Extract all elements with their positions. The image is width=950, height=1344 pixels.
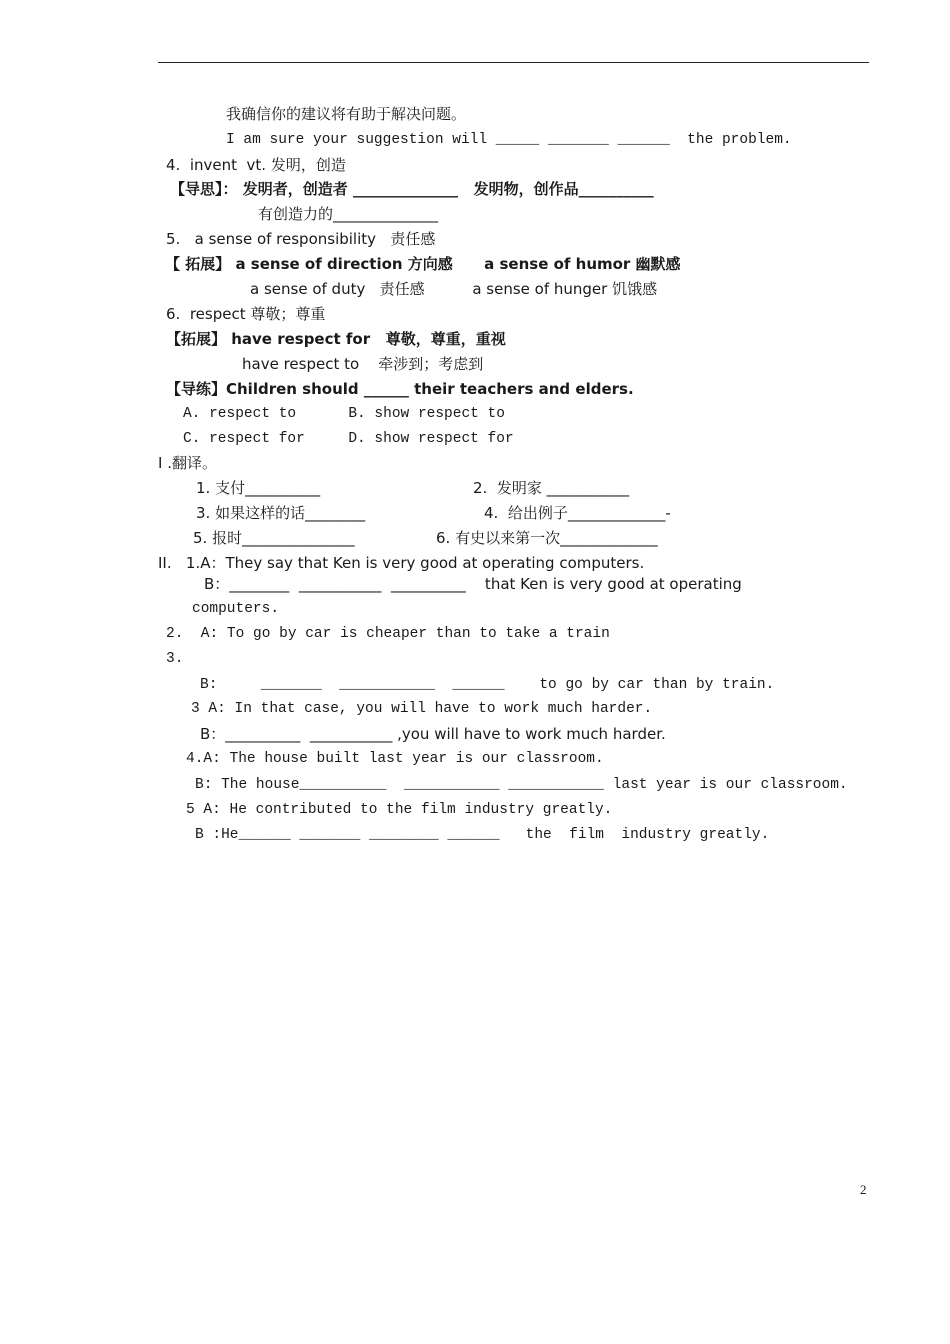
text-line: computers. — [192, 601, 280, 617]
text-line: 1. 支付__________ — [196, 479, 321, 497]
text-line: 4. 给出例子_____________- — [484, 504, 671, 522]
text-line: C. respect for D. show respect for — [183, 431, 514, 447]
text-line: B: _______ ___________ ______ to go by car than by train. — [200, 677, 775, 693]
text-line: 3. 如果这样的话________ — [196, 504, 366, 522]
text-line: 【拓展】 have respect for 尊敬，尊重，重视 — [166, 330, 506, 348]
text-line: II. 1.A：They say that Ken is very good at operating computers. — [158, 554, 645, 572]
text-line: have respect to 牵涉到；考虑到 — [242, 355, 484, 373]
text-line: a sense of duty 责任感 a sense of hunger 饥饿感 — [250, 280, 658, 298]
text-line: I .翻译。 — [158, 454, 217, 472]
text-line: 4.A: The house built last year is our classroom. — [186, 751, 604, 767]
text-line: 【 拓展】 a sense of direction 方向感 a sense of humor 幽默感 — [165, 255, 681, 273]
text-line: 3 A: In that case, you will have to work much harder. — [191, 701, 653, 717]
text-line: 3. — [166, 651, 184, 667]
text-line: 2. A: To go by car is cheaper than to take a train — [166, 626, 610, 642]
text-line: B :He______ _______ ________ ______ the film industry greatly. — [195, 827, 770, 843]
text-line: B：__________ ___________ ,you will have to work much harder. — [200, 725, 666, 743]
text-line: 6. 有史以来第一次_____________ — [436, 529, 658, 547]
text-line: 4. invent vt. 发明，创造 — [166, 156, 346, 174]
text-line: 5. 报时_______________ — [193, 529, 355, 547]
text-line: B: The house__________ ___________ ___________ last year is our classroom. — [195, 777, 848, 793]
text-line: 【导思】： 发明者，创造者 ______________ 发明物，创作品__________ — [170, 180, 654, 198]
text-line: 【导练】Children should ______ their teachers and elders. — [166, 380, 634, 398]
text-line: 5. a sense of responsibility 责任感 — [166, 230, 436, 248]
text-line: 有创造力的______________ — [258, 205, 439, 223]
page-number: 2 — [860, 1182, 867, 1197]
text-line: 2. 发明家 ___________ — [473, 479, 630, 497]
text-line: I am sure your suggestion will _____ _______ ______ the problem. — [226, 132, 792, 148]
header-rule — [158, 62, 869, 63]
text-line: B：________ ___________ __________ that Ken is very good at operating — [204, 575, 742, 593]
text-line: A. respect to B. show respect to — [183, 406, 505, 422]
text-line: 我确信你的建议将有助于解决问题。 — [226, 105, 467, 123]
text-line: 6. respect 尊敬；尊重 — [166, 305, 326, 323]
text-line: 5 A: He contributed to the film industry greatly. — [186, 802, 613, 818]
